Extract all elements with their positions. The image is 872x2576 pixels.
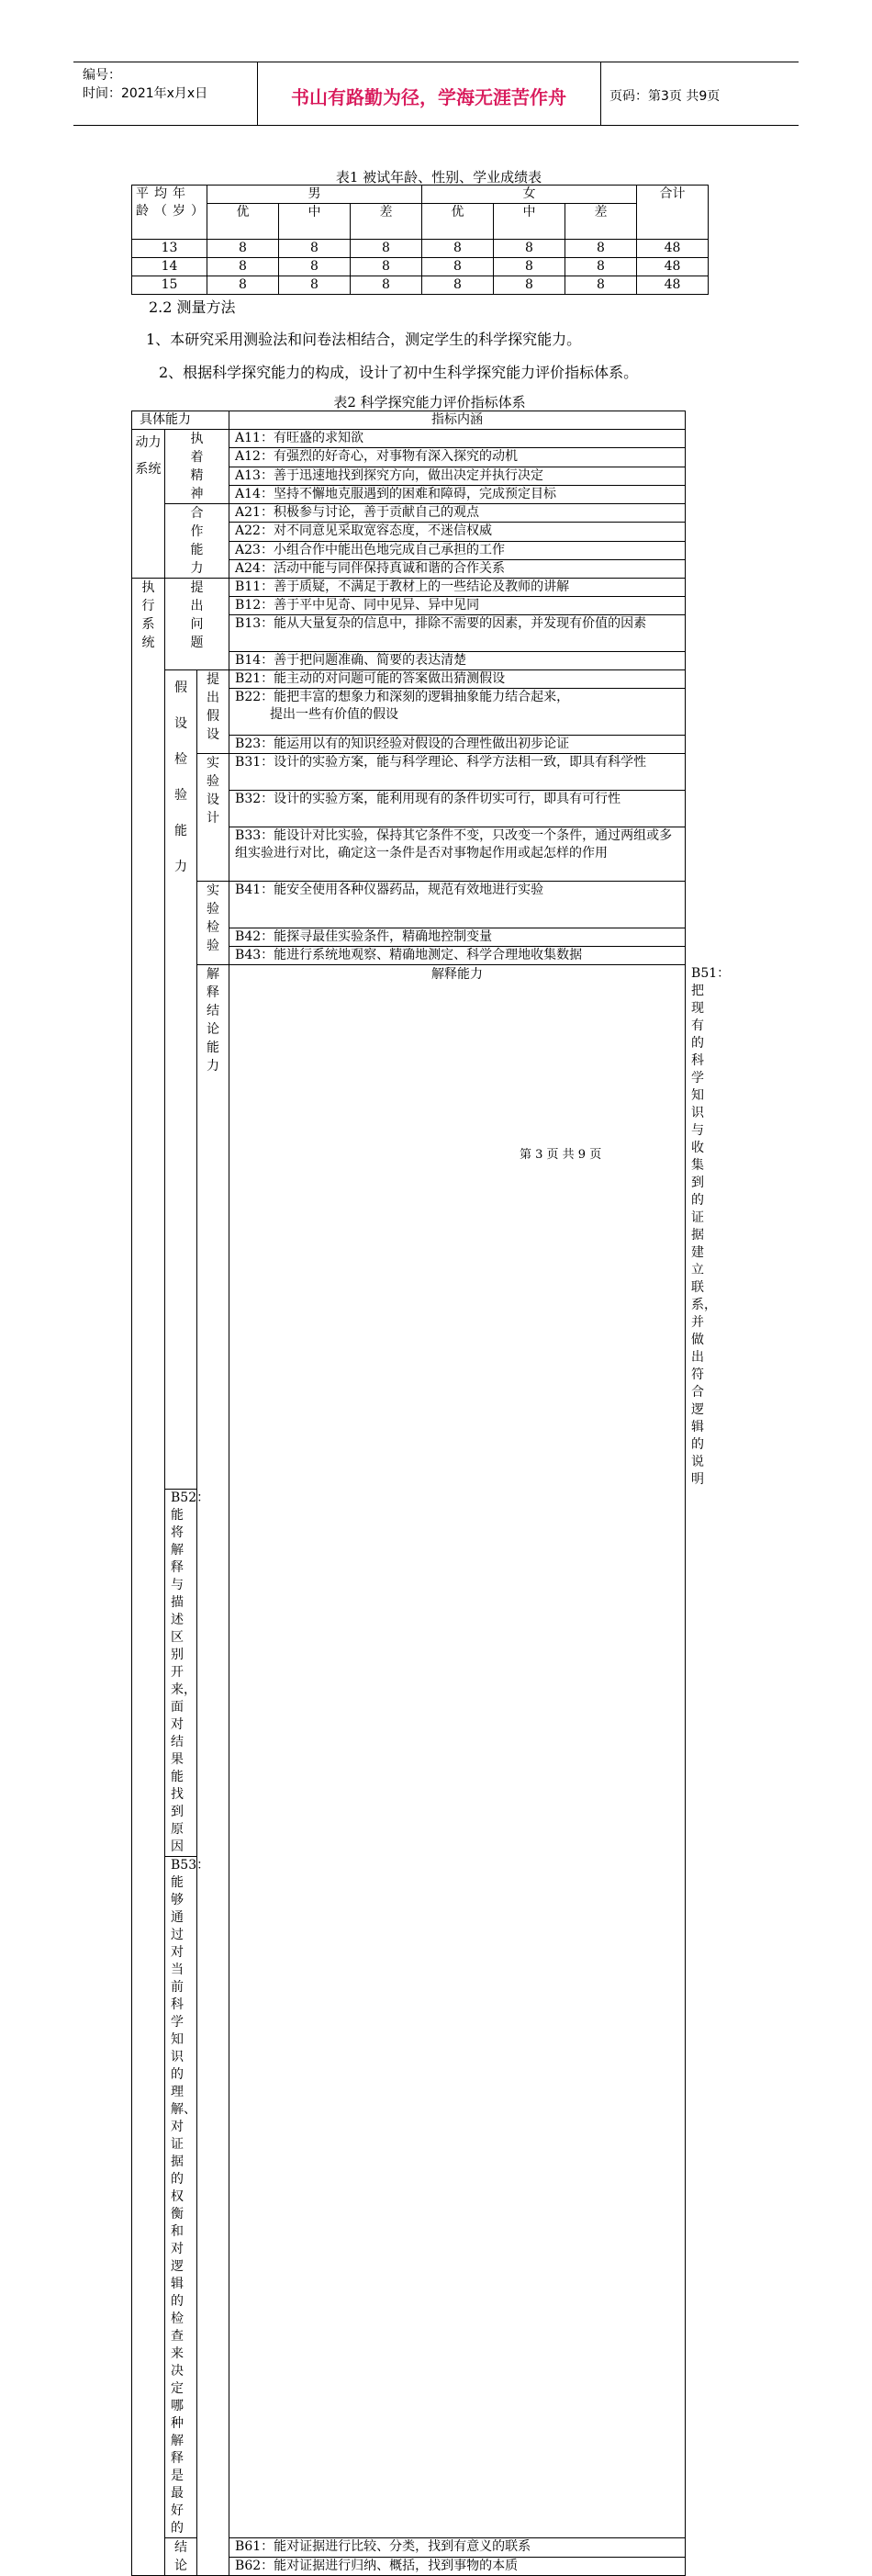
table-cell: 8 (422, 258, 494, 276)
paragraph: 2、根据科学探究能力的构成，设计了初中生科学探究能力评价指标体系。 (159, 364, 639, 381)
indicator-row: A21：积极参与讨论，善于贡献自己的观点 (229, 504, 686, 523)
header-meta (83, 66, 207, 103)
indicator-row: A23：小组合作中能出色地完成自己承担的工作 (229, 541, 686, 559)
table1-female-header: 女 (422, 186, 637, 204)
table-row (132, 240, 709, 258)
header-motto: 书山有路勤为径，学海无涯苦作舟 (291, 86, 566, 108)
table1-grade-header: 中 (279, 204, 351, 240)
indicator-row: B21：能主动的对问题可能的答案做出猜测假设 (229, 670, 686, 689)
indicator-row: B42：能探寻最佳实验条件，精确地控制变量 (229, 928, 686, 947)
indicator-row (229, 689, 686, 736)
table-cell: 8 (207, 258, 279, 276)
indicator-row: B31：设计的实验方案，能与科学理论、科学方法相一致，即具有科学性 (229, 754, 686, 791)
cooperation-label: 合作能力 (165, 504, 229, 579)
table-row (132, 258, 709, 276)
indicator-row: B32：设计的实验方案，能利用现有的条件切实可行，即具有可行性 (229, 791, 686, 827)
header-page-label: 页码：第3页 共9页 (609, 89, 721, 104)
table1-male-header: 男 (207, 186, 422, 204)
indicator-row: B11：善于质疑，不满足于教材上的一些结论及教师的讲解 (229, 579, 686, 597)
experiment-design-label: 实验设计 (197, 754, 229, 882)
table-cell: 8 (422, 276, 494, 295)
table-cell: 8 (351, 240, 422, 258)
indicator-row: B14：善于把问题准确、简要的表达清楚 (229, 652, 686, 670)
exec-system-text: 执行系统 (141, 580, 155, 650)
table-row (132, 276, 709, 295)
persistence-label: 执着精神 (165, 430, 229, 504)
indicator-row: A14：坚持不懈地克服遇到的困难和障碍，完成预定目标 (229, 485, 686, 503)
table-cell: 8 (565, 240, 637, 258)
indicator-row: B53：能够通过对当前科学知识的理解、对证据的权衡和对逻辑的检查来决定哪种解释是最好的 (165, 1857, 197, 2538)
page-footer: 第 3 页 共 9 页 (520, 1148, 602, 1162)
table1-grade-header: 中 (494, 204, 565, 240)
table1-grade-header: 优 (422, 204, 494, 240)
question-label: 提出问题 (165, 579, 229, 670)
section-heading: 2.2 测量方法 (149, 298, 236, 316)
table1-total-header: 合计 (637, 186, 709, 240)
paragraph: 1、本研究采用测验法和问卷法相结合，测定学生的科学探究能力。 (146, 331, 582, 348)
indicator-row: A13：善于迅速地找到探究方向，做出决定并执行决定 (229, 467, 686, 485)
table-cell: 8 (422, 240, 494, 258)
table-cell: 48 (637, 240, 709, 258)
dynamic-system-label: 动力系统 (132, 430, 165, 579)
hypothesis-ability-label: 假设检验能力 (165, 670, 197, 1490)
table-cell: 14 (132, 258, 207, 276)
indicator-row: B62：能对证据进行归纳、概括，找到事物的本质 (229, 2557, 686, 2576)
indicator-row: B61：能对证据进行比较、分类，找到有意义的联系 (229, 2538, 686, 2558)
table1-grade-header: 优 (207, 204, 279, 240)
indicator-row: A12：有强烈的好奇心，对事物有深入探究的动机 (229, 448, 686, 467)
indicator-row: A22：对不同意见采取宽容态度，不迷信权威 (229, 523, 686, 541)
indicator-row: B33：能设计对比实验，保持其它条件不变，只改变一个条件，通过两组或多组实验进行对比，确定这一条件是否对事物起作用或起怎样的作用 (229, 827, 686, 882)
indicator-row: B12：善于平中见奇、同中见异、异中见同 (229, 597, 686, 615)
experiment-test-label: 实验检验 (197, 882, 229, 965)
indicator-row: B41：能安全使用各种仪器药品，规范有效地进行实验 (229, 882, 686, 928)
table-cell: 8 (279, 276, 351, 295)
indicator-line: 提出一些有价值的假设 (270, 707, 399, 722)
table2-caption: 表2 科学探究能力评价指标体系 (333, 394, 526, 411)
table-cell: 8 (279, 240, 351, 258)
table-cell: 8 (565, 258, 637, 276)
indicator-row: B52：能将解释与描述区别开来，面对结果能找到原因 (165, 1490, 197, 1857)
header-divider (600, 62, 601, 125)
number-label: 编号： (83, 68, 121, 83)
table-cell: 8 (351, 276, 422, 295)
table-cell: 48 (637, 276, 709, 295)
indicator-line: B22：能把丰富的想象力和深刻的逻辑抽象能力结合起来， (235, 690, 570, 704)
table1-age-header: 平均年龄（岁） (132, 186, 207, 240)
indicator-row: B13：能从大量复杂的信息中，排除不需要的因素，并发现有价值的因素 (229, 615, 686, 652)
indicator-row: A11：有旺盛的求知欲 (229, 430, 686, 448)
conclusion-label: 结论 (165, 2538, 197, 2576)
table2-content-header: 指标内涵 (229, 411, 686, 430)
table1 (131, 185, 709, 295)
table-cell: 8 (494, 276, 565, 295)
table-cell: 48 (637, 258, 709, 276)
table-cell: 8 (565, 276, 637, 295)
table-cell: 8 (494, 258, 565, 276)
table-cell: 8 (279, 258, 351, 276)
table-cell: 13 (132, 240, 207, 258)
indicator-row: A24：活动中能与同伴保持真诚和谐的合作关系 (229, 559, 686, 578)
indicator-row: B23：能运用以有的知识经验对假设的合理性做出初步论证 (229, 736, 686, 754)
explain-conclude-label: 解释结论能力 (197, 965, 229, 2576)
table-cell: 8 (494, 240, 565, 258)
table1-grade-header: 差 (565, 204, 637, 240)
page-header (73, 62, 799, 126)
indicator-row: B43：能进行系统地观察、精确地测定、科学合理地收集数据 (229, 947, 686, 965)
table2-ability-header: 具体能力 (132, 411, 229, 430)
table-cell: 8 (207, 240, 279, 258)
table2: 具体能力 指标内涵 动力系统 执着精神 A11：有旺盛的求知欲 A12：有强烈的好奇心，对事物有深入探究的动机 A13：善于迅速地找到探究方向，做出决定并执行决定 A14：坚持不懈地克服遇到的困难和障碍，完成预定目标 合作能力 A21：积极参与讨论，善于贡献自己的观点 A22：对不同意见采取宽容态度，不迷信权威 A23：小组合作中能出色地完成自己承担的工作 A24：活动中能与同伴保持真诚和谐的合作关系 执行系统 提出问题 B11：善于质疑，不满足于教材上的一些结论及教师的讲解 B12：善于平中见奇、同中见异、异中见同 B13：能从大量复杂的信息中，排除不需要的因素，并发现有价值的因素 B14：善于把问题准确、简要的表达清楚 假设检验能力 提出假设 B21：能主动的对问题可能的答案做出猜测假设 B22：能把丰富的想象力和深刻的逻辑抽象能力结合起来， 提出一些有价值的假设 B23：能运用以有的知识经验对假设的合理性做出初步论证 实验设计 B31：设计的实验方案，能与科学理论、科学方法相一致，即具有科学性 B32：设计的实验方案，能利用现有的条件切实可行，即具有可行性 B33：能设计对比实验，保持其它条件不变，只改变一个条件，通过两组或多组实验进行对比，确定这一条件是否对事物起作用或起怎样的作用 实验检验 B41：能安全使用各种仪器药品，规范有效地进行实验 B42：能探寻最佳实验条件，精确地控制变量 B43：能进行系统地观察、精确地测定、科学合理地收集数据 解释结论能力 解释能力 B51：把现有的科学知识与收集到的证据建立联系，并做出符合逻辑的说明 B52：能将解释与描述区别开来，面对结果能找到原因 B53：能够通过对当前科学知识的理解、对证据的权衡和对逻辑的检查来决定哪种解释是最好的 结论 B61：能对证据进行比较、分类，找到有意义的联系 B62：能对证据进行归纳、概括，找到事物的本质 (131, 411, 686, 2576)
table-cell: 8 (351, 258, 422, 276)
table-cell: 15 (132, 276, 207, 295)
propose-hypothesis-label: 提出假设 (197, 670, 229, 754)
table1-caption: 表1 被试年龄、性别、学业成绩表 (335, 169, 542, 186)
table1-grade-header: 差 (351, 204, 422, 240)
exec-system-label (132, 579, 165, 2576)
table-cell: 8 (207, 276, 279, 295)
date-label: 时间：2021年x月x日 (83, 86, 208, 101)
explanation-label: 解释能力 (229, 965, 686, 2538)
